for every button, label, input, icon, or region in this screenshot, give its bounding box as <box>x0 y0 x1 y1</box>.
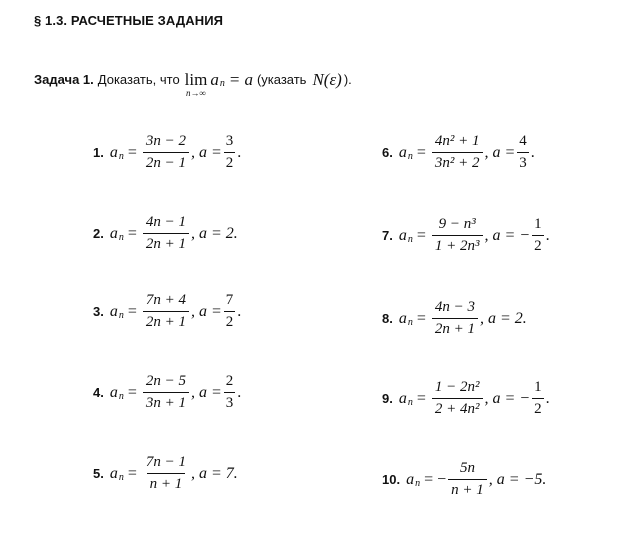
fraction-numerator: 4n − 3 <box>434 299 475 315</box>
limit-fraction <box>224 373 236 412</box>
equals-sign: = <box>416 309 426 327</box>
fraction <box>432 379 483 418</box>
task-tail: ). <box>343 72 352 87</box>
period: . <box>530 143 535 161</box>
limit-fraction <box>517 133 529 172</box>
sequence-subscript: n <box>118 310 124 321</box>
limit-fraction <box>532 216 544 255</box>
limit-denominator: 3 <box>517 152 529 172</box>
limit-numerator: 1 <box>534 379 542 395</box>
equals-sign: = <box>416 389 426 407</box>
task-text: Доказать, что <box>97 72 180 87</box>
limit-denominator: 2 <box>224 152 236 172</box>
problem-item <box>93 214 238 253</box>
problem-item <box>382 299 527 338</box>
fraction <box>143 214 189 253</box>
equals-sign: = <box>127 224 137 242</box>
problem-number: 2. <box>93 226 104 241</box>
limit-numerator: 4 <box>519 133 527 149</box>
fraction <box>432 133 483 172</box>
limit-fraction <box>224 292 236 331</box>
limit-assignment: , a = <box>191 143 222 161</box>
fraction-denominator: n + 1 <box>448 479 487 499</box>
limit-fraction <box>532 379 544 418</box>
sequence-symbol: a <box>109 464 118 482</box>
fraction-denominator: 2n − 1 <box>143 152 189 172</box>
problem-number: 3. <box>93 304 104 319</box>
problem-number: 9. <box>382 391 393 406</box>
limit-assignment: , a = 7. <box>191 464 238 482</box>
equals-sign: = <box>127 464 137 482</box>
problem-item <box>93 133 241 172</box>
fraction <box>143 292 189 331</box>
problem-number: 7. <box>382 228 393 243</box>
lim-subscript: n→∞ <box>186 88 206 98</box>
sequence-symbol: a <box>109 224 118 242</box>
fraction-numerator: 3n − 2 <box>145 133 186 149</box>
limit-numerator: 1 <box>534 216 542 232</box>
n-of-epsilon: N(ε) <box>312 69 342 89</box>
equals-sign: = <box>424 470 434 488</box>
fraction-denominator: 2n + 1 <box>143 311 189 331</box>
fraction-denominator: 1 + 2n³ <box>432 235 483 255</box>
task-statement: Задача 1. Доказать, что lim n→∞ a n = a (указать N(ε) ). <box>34 69 352 98</box>
problem-item <box>93 454 238 493</box>
sequence-symbol: a <box>210 69 219 89</box>
limit-assignment: , a = − <box>484 389 531 407</box>
period: . <box>237 143 242 161</box>
limit-denominator: 2 <box>224 311 236 331</box>
problem-number: 5. <box>93 466 104 481</box>
limit-assignment: , a = 2. <box>191 224 238 242</box>
sequence-subscript: n <box>118 391 124 402</box>
limit-numerator: 7 <box>225 292 234 308</box>
limit-assignment: , a = <box>484 143 516 161</box>
sequence-subscript: n <box>118 472 124 483</box>
minus-sign: − <box>437 470 447 488</box>
limit-numerator: 3 <box>225 133 234 149</box>
period: . <box>237 383 242 401</box>
sequence-subscript: n <box>415 478 421 489</box>
sequence-symbol: a <box>398 309 407 327</box>
problem-number: 4. <box>93 385 104 400</box>
sequence-symbol: a <box>398 226 407 244</box>
sequence-symbol: a <box>398 389 407 407</box>
limit-assignment: , a = 2. <box>480 309 527 327</box>
limit-assignment: , a = −5. <box>488 470 547 488</box>
sequence-subscript: n <box>118 151 124 162</box>
limit-numerator: 2 <box>225 373 234 389</box>
problem-item <box>93 373 241 412</box>
fraction-denominator: n + 1 <box>147 473 186 493</box>
limit-operator <box>185 71 208 98</box>
section-heading: § 1.3. РАСЧЕТНЫЕ ЗАДАНИЯ <box>34 13 224 28</box>
fraction-denominator: 2 + 4n² <box>432 398 483 418</box>
fraction <box>448 460 487 499</box>
fraction <box>432 216 483 255</box>
sequence-symbol: a <box>109 302 118 320</box>
fraction-denominator: 2n + 1 <box>432 318 478 338</box>
sequence-subscript: n <box>407 151 413 162</box>
fraction <box>432 299 478 338</box>
equals-sign: = <box>416 143 426 161</box>
problem-number: 10. <box>382 472 401 487</box>
limit-denominator: 3 <box>224 392 236 412</box>
equals-sign: = <box>127 143 137 161</box>
problem-item <box>382 379 550 418</box>
limit-denominator: 2 <box>532 398 544 418</box>
limit-fraction <box>224 133 236 172</box>
problem-number: 1. <box>93 145 104 160</box>
fraction-denominator: 3n + 1 <box>143 392 189 412</box>
limit-assignment: , a = <box>191 302 222 320</box>
problem-item <box>93 292 241 331</box>
problem-number: 8. <box>382 311 393 326</box>
period: . <box>237 302 242 320</box>
fraction-numerator: 4n² + 1 <box>434 133 480 149</box>
problem-number: 6. <box>382 145 393 160</box>
equals-sign: = <box>127 383 137 401</box>
limit-value: a <box>244 69 253 89</box>
task-paren-text: (указать <box>256 72 307 87</box>
fraction-denominator: 3n² + 2 <box>432 152 483 172</box>
fraction-numerator: 2n − 5 <box>145 373 186 389</box>
fraction <box>143 373 189 412</box>
fraction-numerator: 1 − 2n² <box>434 379 480 395</box>
sequence-subscript: n <box>219 78 225 89</box>
equals-sign: = <box>127 302 137 320</box>
limit-denominator: 2 <box>532 235 544 255</box>
sequence-subscript: n <box>118 232 124 243</box>
sequence-subscript: n <box>407 317 413 328</box>
fraction <box>143 133 189 172</box>
fraction-numerator: 5n <box>459 460 475 476</box>
problem-item <box>382 216 550 255</box>
problem-item <box>382 460 546 499</box>
period: . <box>545 389 550 407</box>
sequence-symbol: a <box>109 383 118 401</box>
sequence-symbol: a <box>406 470 415 488</box>
fraction <box>143 454 189 493</box>
limit-assignment: , a = <box>191 383 222 401</box>
fraction-denominator: 2n + 1 <box>143 233 189 253</box>
period: . <box>545 226 550 244</box>
task-label: Задача 1. <box>34 72 94 87</box>
problem-item <box>382 133 535 172</box>
fraction-numerator: 7n + 4 <box>145 292 186 308</box>
fraction-numerator: 4n − 1 <box>145 214 186 230</box>
equals-sign: = <box>416 226 426 244</box>
lim-word: lim <box>184 70 208 89</box>
sequence-subscript: n <box>407 397 413 408</box>
sequence-symbol: a <box>398 143 407 161</box>
sequence-subscript: n <box>407 234 413 245</box>
fraction-numerator: 9 − n³ <box>438 216 476 232</box>
fraction-numerator: 7n − 1 <box>145 454 186 470</box>
limit-assignment: , a = − <box>484 226 531 244</box>
sequence-symbol: a <box>109 143 118 161</box>
